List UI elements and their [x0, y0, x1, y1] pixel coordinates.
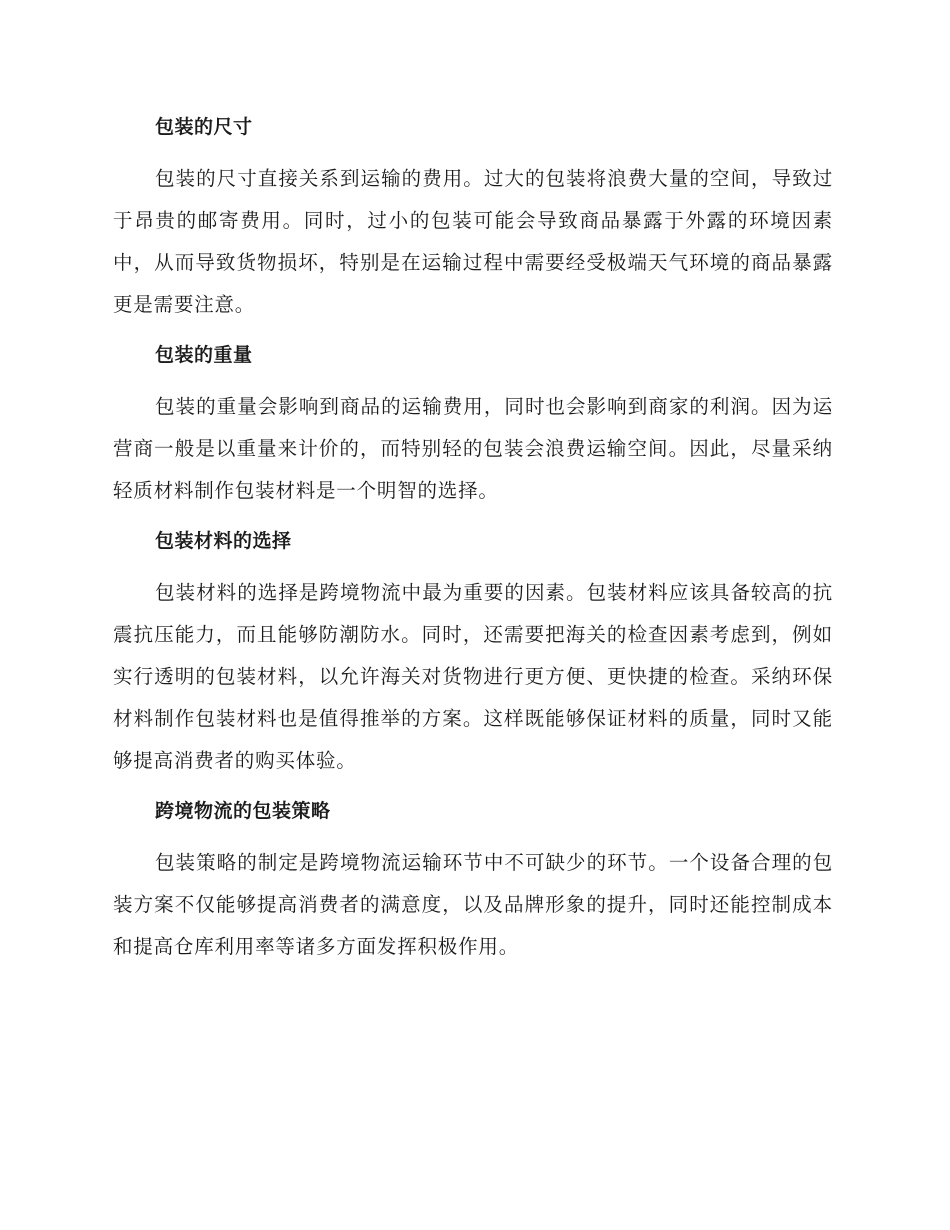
- section-heading-packaging-strategy: 跨境物流的包装策略: [155, 800, 331, 822]
- section-body-package-weight: 包装的重量会影响到商品的运输费用，同时也会影响到商家的利润。因为运营商一般是以重量来计价的，而特别轻的包装会浪费运输空间。因此，尽量采纳轻质材料制作包装材料是一个明智的选择。: [113, 395, 833, 502]
- section-body-material-choice: 包装材料的选择是跨境物流中最为重要的因素。包装材料应该具备较高的抗震抗压能力，而且能够防潮防水。同时，还需要把海关的检查因素考虑到，例如实行透明的包装材料，以允许海关对货物进行更方便、更快捷的检查。采纳环保材料制作包装材料也是值得推举的方案。这样既能够保证材料的质量，同时又能够提高消费者的购买体验。: [113, 581, 833, 772]
- section-body-packaging-strategy: 包装策略的制定是跨境物流运输环节中不可缺少的环节。一个设备合理的包装方案不仅能够提高消费者的满意度，以及品牌形象的提升，同时还能控制成本和提高仓库利用率等诸多方面发挥积极作用。: [113, 851, 833, 958]
- section-heading-package-weight: 包装的重量: [155, 344, 253, 366]
- section-heading-material-choice: 包装材料的选择: [155, 530, 292, 552]
- section-body-package-size: 包装的尺寸直接关系到运输的费用。过大的包装将浪费大量的空间，导致过于昂贵的邮寄费用。同时，过小的包装可能会导致商品暴露于外露的环境因素中，从而导致货物损坏，特别是在运输过程中需要经受极端天气环境的商品暴露更是需要注意。: [113, 167, 833, 316]
- document-content: [113, 108, 833, 978]
- section-heading-package-size: 包装的尺寸: [155, 116, 253, 138]
